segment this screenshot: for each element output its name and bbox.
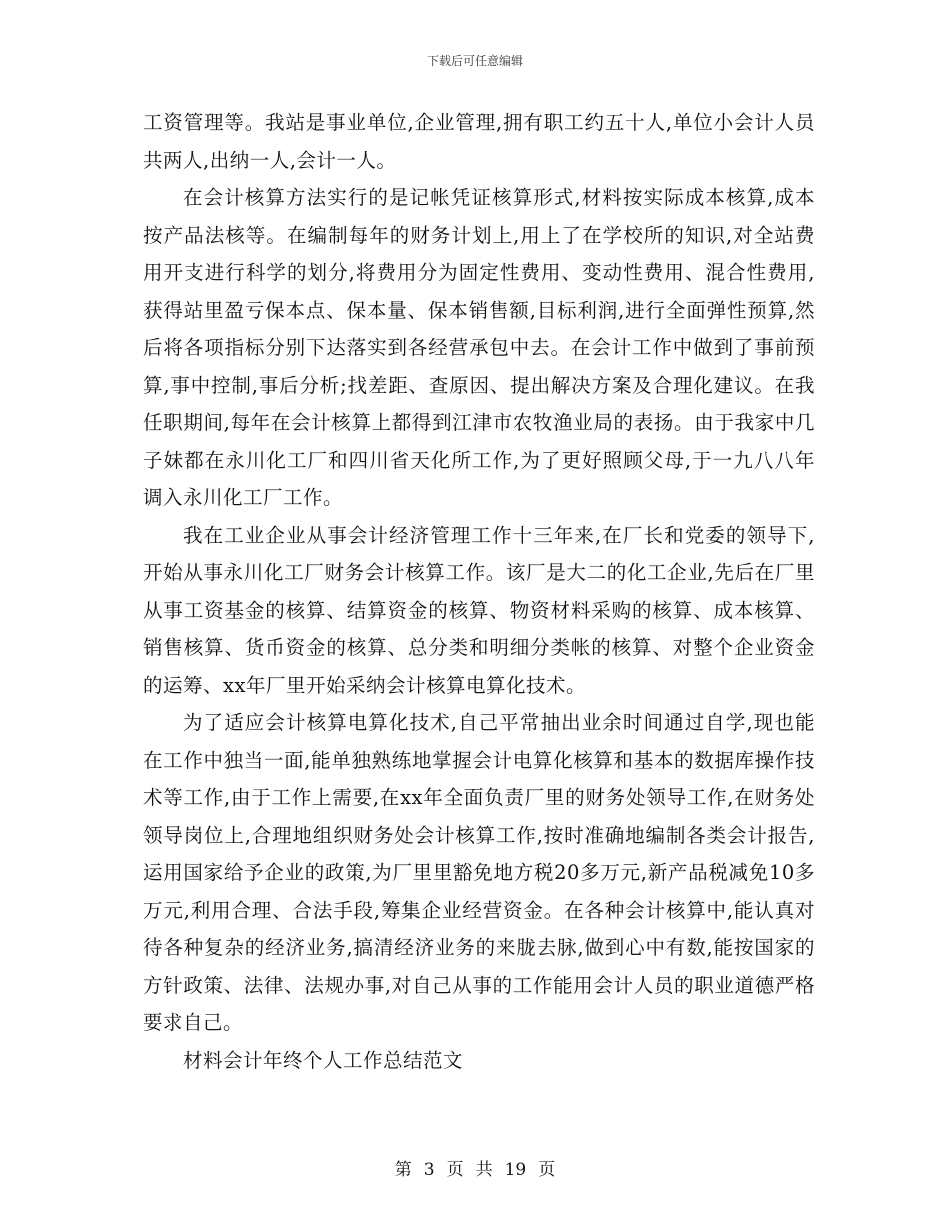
current-page-number: 3 [423,1160,435,1180]
paragraph-5-title: 材料会计年终个人工作总结范文 [183,1048,464,1072]
page-header-note: 下载后可任意编辑 [426,54,523,68]
page-prefix: 第 [394,1160,412,1180]
paragraph-3: 我在工业企业从事会计经济管理工作十三年来,在厂长和党委的领导下,开始从事永川化工厂财务会计核算工作。该厂是大二的化工企业,先后在厂里从事工资基金的核算、结算资金的核算、物资材料采购的核算、成本核算、销售核算、货币资金的核算、总分类和明细分类帐的核算、对整个企业资金的运筹、xx年厂里开始采纳会计核算电算化技术。 [143,523,815,697]
page-footer [0,1155,950,1180]
paragraph-2: 在会计核算方法实行的是记帐凭证核算形式,材料按实际成本核算,成本按产品法核等。在编制每年的财务计划上,用上了在学校所的知识,对全站费用开支进行科学的划分,将费用分为固定性费用、变动性费用、混合性费用,获得站里盈亏保本点、保本量、保本销售额,目标利润,进行全面弹性预算,然后将各项指标分别下达落实到各经营承包中去。在会计工作中做到了事前预算,事中控制,事后分析;找差距、查原因、提出解决方案及合理化建议。在我任职期间,每年在会计核算上都得到江津市农牧渔业局的表扬。由于我家中几子妹都在永川化工厂和四川省天化所工作,为了更好照顾父母,于一九八八年调入永川化工厂工作。 [143,186,815,509]
page-suffix: 页 [538,1160,556,1180]
total-label: 共 [475,1160,493,1180]
paragraph-1: 工资管理等。我站是事业单位,企业管理,拥有职工约五十人,单位小会计人员共两人,出纳一人,会计一人。 [143,111,815,172]
paragraph-4: 为了适应会计核算电算化技术,自己平常抽出业余时间通过自学,现也能在工作中独当一面,能单独熟练地掌握会计电算化核算和基本的数据库操作技术等工作,由于工作上需要,在xx年全面负责厂里的财务处领导工作,在财务处领导岗位上,合理地组织财务处会计核算工作,按时准确地编制各类会计报告,运用国家给予企业的政策,为厂里里豁免地方税20多万元,新产品税减免10多万元,利用合理、合法手段,筹集企业经营资金。在各种会计核算中,能认真对待各种复杂的经济业务,搞清经济业务的来胧去脉,做到心中有数,能按国家的方针政策、法律、法规办事,对自己从事的工作能用会计人员的职业道德严格要求自己。 [143,711,815,1034]
document-body [143,104,815,1079]
page-mid-label: 页 [446,1160,464,1180]
total-pages-number: 19 [504,1160,527,1180]
